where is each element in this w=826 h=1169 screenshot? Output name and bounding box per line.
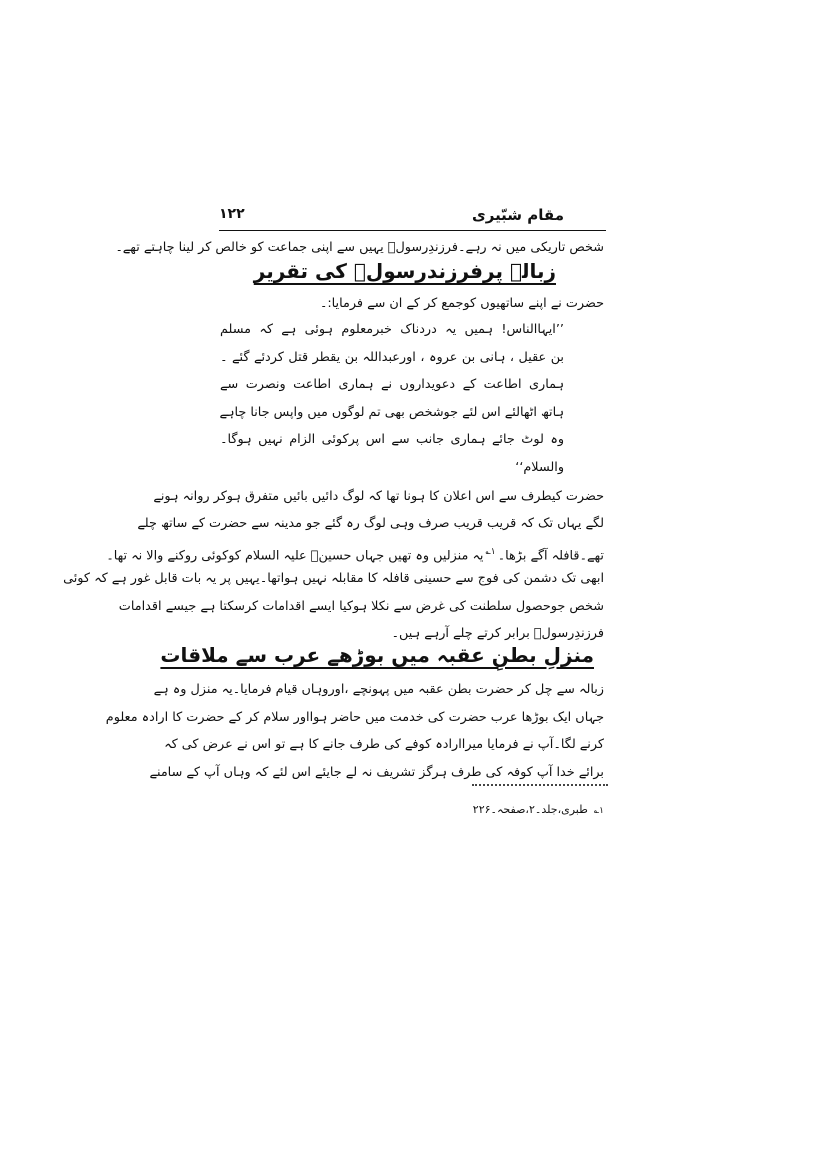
paragraph-line: برائے خدا آپ کوفہ کی طرف ہرگز تشریف نہ لے جایئے اس لئے کہ وہاں آپ کے سامنے — [149, 765, 604, 780]
paragraph-line: شخص جوحصول سلطنت کی غرض سے نکلا ہوکیا ایسے اقدامات کرسکتا ہے جیسے اقدامات — [118, 599, 604, 614]
footnote-text: طبری،جلد۔۲،صفحہ۔۲۲۶ — [472, 803, 588, 816]
quote-line: بن عقیل ، ہانی بن عروہ ، اورعبداللہ بن یقطر قتل کردئے گئے ۔ — [220, 350, 564, 365]
header-rule — [219, 230, 606, 231]
footnote-number: ۱؎ — [593, 806, 604, 816]
section-heading-zubala: زبالہ پرفرزندرسولؐ کی تقریر — [253, 259, 556, 283]
footnote-marker: ۱؎ — [485, 547, 496, 557]
paragraph-line: جہاں ایک بوڑھا عرب حضرت کی خدمت میں حاضر ہوااور سلام کر کے حضرت کا ارادہ معلوم — [105, 710, 604, 725]
quote-line: والسلام‘‘ — [515, 460, 564, 475]
paragraph-fragment: تھے۔قافلہ آگے بڑھا۔ — [497, 548, 604, 564]
quote-line: وہ لوٹ جائے ہماری جانب سے اس پرکوئی الزام نہیں ہوگا۔ — [220, 432, 564, 447]
page-number: ۱۲۲ — [219, 206, 245, 222]
paragraph-line: لگے یہاں تک کہ قریب قریب صرف وہی لوگ رہ گئے جو مدینہ سے حضرت کے ساتھ چلے — [137, 516, 604, 531]
quote-line: ہاتھ اٹھالئے اس لئے جوشخص بھی تم لوگوں میں واپس جانا چاہے — [219, 405, 564, 420]
footnote — [473, 803, 604, 816]
paragraph-line: زبالہ سے چل کر حضرت بطن عقبہ میں پہونچے ،اوروہاں قیام فرمایا۔یہ منزل وہ ہے — [153, 682, 604, 697]
paragraph-line: فرزندِرسولؐ برابر کرتے چلے آرہے ہیں۔ — [391, 626, 604, 641]
quote-line: ’’ایہاالناس! ہمیں یہ دردناک خبرمعلوم ہوئی ہے کہ مسلم — [220, 322, 564, 337]
footnote-separator — [472, 784, 608, 786]
running-title: مقام شبّیری — [471, 206, 564, 224]
intro-line: شخص تاریکی میں نہ رہے۔فرزندِرسولؐ یہیں سے اپنی جماعت کو خالص کر لینا چاہتے تھے۔ — [115, 240, 604, 255]
paragraph-line: کرنے لگا۔آپ نے فرمایا میراارادہ کوفے کی طرف جانے کا ہے تو اس نے عرض کی کہ — [164, 737, 604, 752]
paragraph-line-with-footnote — [106, 542, 604, 566]
paragraph-line: ابھی تک دشمن کی فوج سے حسینی قافلہ کا مقابلہ نہیں ہواتھا۔یہیں پر یہ بات قابل غور ہے کہ کوئی — [63, 571, 604, 586]
lead-line: حضرت نے اپنے ساتھیوں کوجمع کر کے ان سے فرمایا:۔ — [319, 296, 604, 311]
paragraph-line: حضرت کیطرف سے اس اعلان کا ہونا تھا کہ لوگ دائیں بائیں متفرق ہوکر روانہ ہونے — [153, 489, 604, 504]
paragraph-fragment: یہ منزلیں وہ تھیں جہاں حسینؑ علیہ السلام کوکوئی روکنے والا نہ تھا۔ — [106, 548, 484, 564]
section-heading-batn-aqaba: منزلِ بطنِ عقبہ میں بوڑھے عرب سے ملاقات — [160, 643, 594, 667]
quote-line: ہماری اطاعت کے دعویداروں نے ہماری اطاعت ونصرت سے — [220, 377, 564, 392]
